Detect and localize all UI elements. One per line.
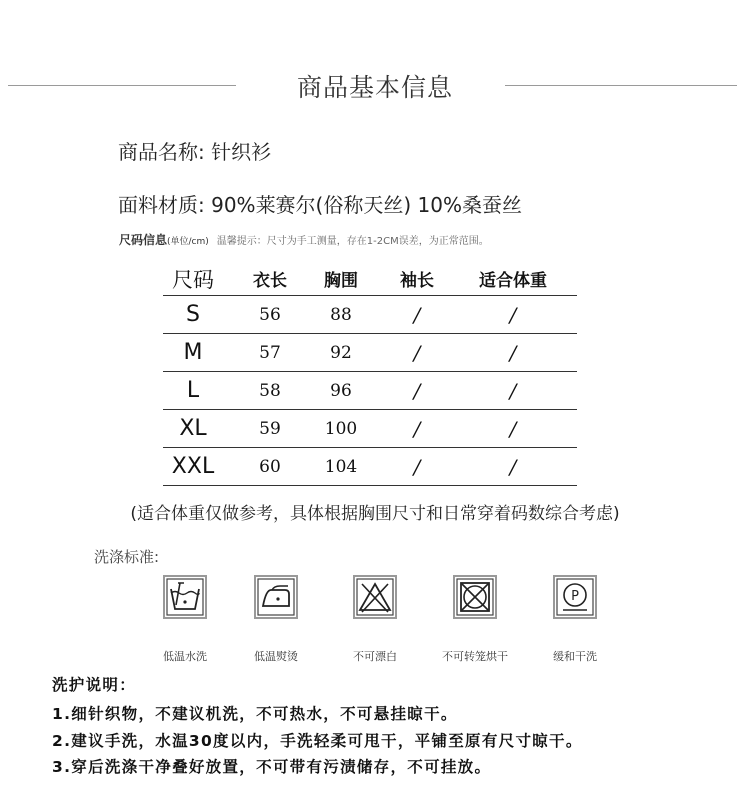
length-cell: 59: [259, 418, 281, 439]
care-title: 洗护说明：: [52, 676, 137, 694]
weight-cell: /: [509, 378, 517, 403]
table-note: (适合体重仅做参考，具体根据胸围尺寸和日常穿着码数综合考虑): [130, 504, 620, 524]
product-name-value: 针织衫: [211, 140, 272, 164]
header-length: 衣长: [253, 271, 287, 291]
bust-cell: 88: [330, 304, 352, 325]
size-info-tip: 温馨提示：尺寸为手工测量，存在1-2CM误差，为正常范围。: [216, 236, 489, 247]
care-line: 2.建议手洗，水温30度以内，手洗轻柔可甩干，平铺至原有尺寸晾干。: [52, 732, 583, 750]
header-bust: 胸围: [324, 271, 358, 291]
size-table-header: [163, 262, 577, 296]
length-cell: 60: [259, 456, 281, 477]
size-cell: XXL: [171, 454, 215, 479]
sleeve-cell: /: [413, 378, 421, 403]
table-row: [163, 334, 577, 372]
size-info-label: 尺码信息: [119, 233, 168, 247]
size-table: [163, 262, 577, 486]
weight-cell: /: [509, 302, 517, 327]
size-cell: L: [186, 378, 200, 403]
size-cell: XL: [179, 416, 207, 441]
table-row: [163, 372, 577, 410]
bust-cell: 96: [330, 380, 352, 401]
fabric-value: 90%莱赛尔(俗称天丝) 10%桑蚕丝: [211, 193, 522, 217]
bleach-label: 不可漂白: [353, 650, 397, 663]
size-info-header: [119, 231, 489, 248]
section-title: 商品基本信息: [296, 73, 453, 102]
sleeve-cell: /: [413, 454, 421, 479]
table-row: [163, 410, 577, 448]
bust-cell: 92: [330, 342, 352, 363]
svg-text:P: P: [571, 589, 579, 604]
weight-cell: /: [509, 454, 517, 479]
sleeve-cell: /: [413, 416, 421, 441]
header-size: 尺码: [172, 267, 214, 292]
table-row: [163, 448, 577, 486]
size-cell: M: [183, 340, 203, 365]
length-cell: 57: [259, 342, 281, 363]
gentle-dry-clean-icon: [553, 575, 597, 619]
bust-cell: 100: [324, 418, 358, 439]
care-line: 1.细针织物，不建议机洗，不可热水，不可悬挂晾干。: [52, 705, 458, 723]
sleeve-cell: /: [413, 302, 421, 327]
product-name-label: 商品名称: [118, 140, 198, 164]
washing-title: 洗涤标准:: [94, 548, 160, 566]
iron-label: 低温熨烫: [254, 650, 298, 663]
no-bleach-icon: [353, 575, 397, 619]
weight-cell: /: [509, 416, 517, 441]
wash-label: 低温水洗: [163, 650, 207, 663]
length-cell: 56: [259, 304, 281, 325]
fabric-label: 面料材质: [118, 193, 198, 217]
header-sleeve: 袖长: [400, 271, 434, 291]
dry-clean-label: 缓和干洗: [553, 650, 597, 663]
low-temp-iron-icon: [254, 575, 298, 619]
size-cell: S: [186, 302, 200, 327]
length-cell: 58: [259, 380, 281, 401]
care-line: 3.穿后洗涤干净叠好放置，不可带有污渍储存，不可挂放。: [52, 758, 492, 776]
tumble-dry-label: 不可转笼烘干: [442, 650, 508, 663]
no-tumble-dry-icon: [453, 575, 497, 619]
weight-cell: /: [509, 340, 517, 365]
table-row: [163, 296, 577, 334]
product-name-row: 商品名称: 针织衫: [118, 140, 272, 164]
fabric-row: 面料材质: 90%莱赛尔(俗称天丝) 10%桑蚕丝: [118, 193, 522, 217]
low-temp-wash-icon: [163, 575, 207, 619]
size-info-unit: (单位/cm): [167, 237, 209, 247]
header-weight: 适合体重: [479, 271, 547, 291]
sleeve-cell: /: [413, 340, 421, 365]
bust-cell: 104: [324, 456, 358, 477]
